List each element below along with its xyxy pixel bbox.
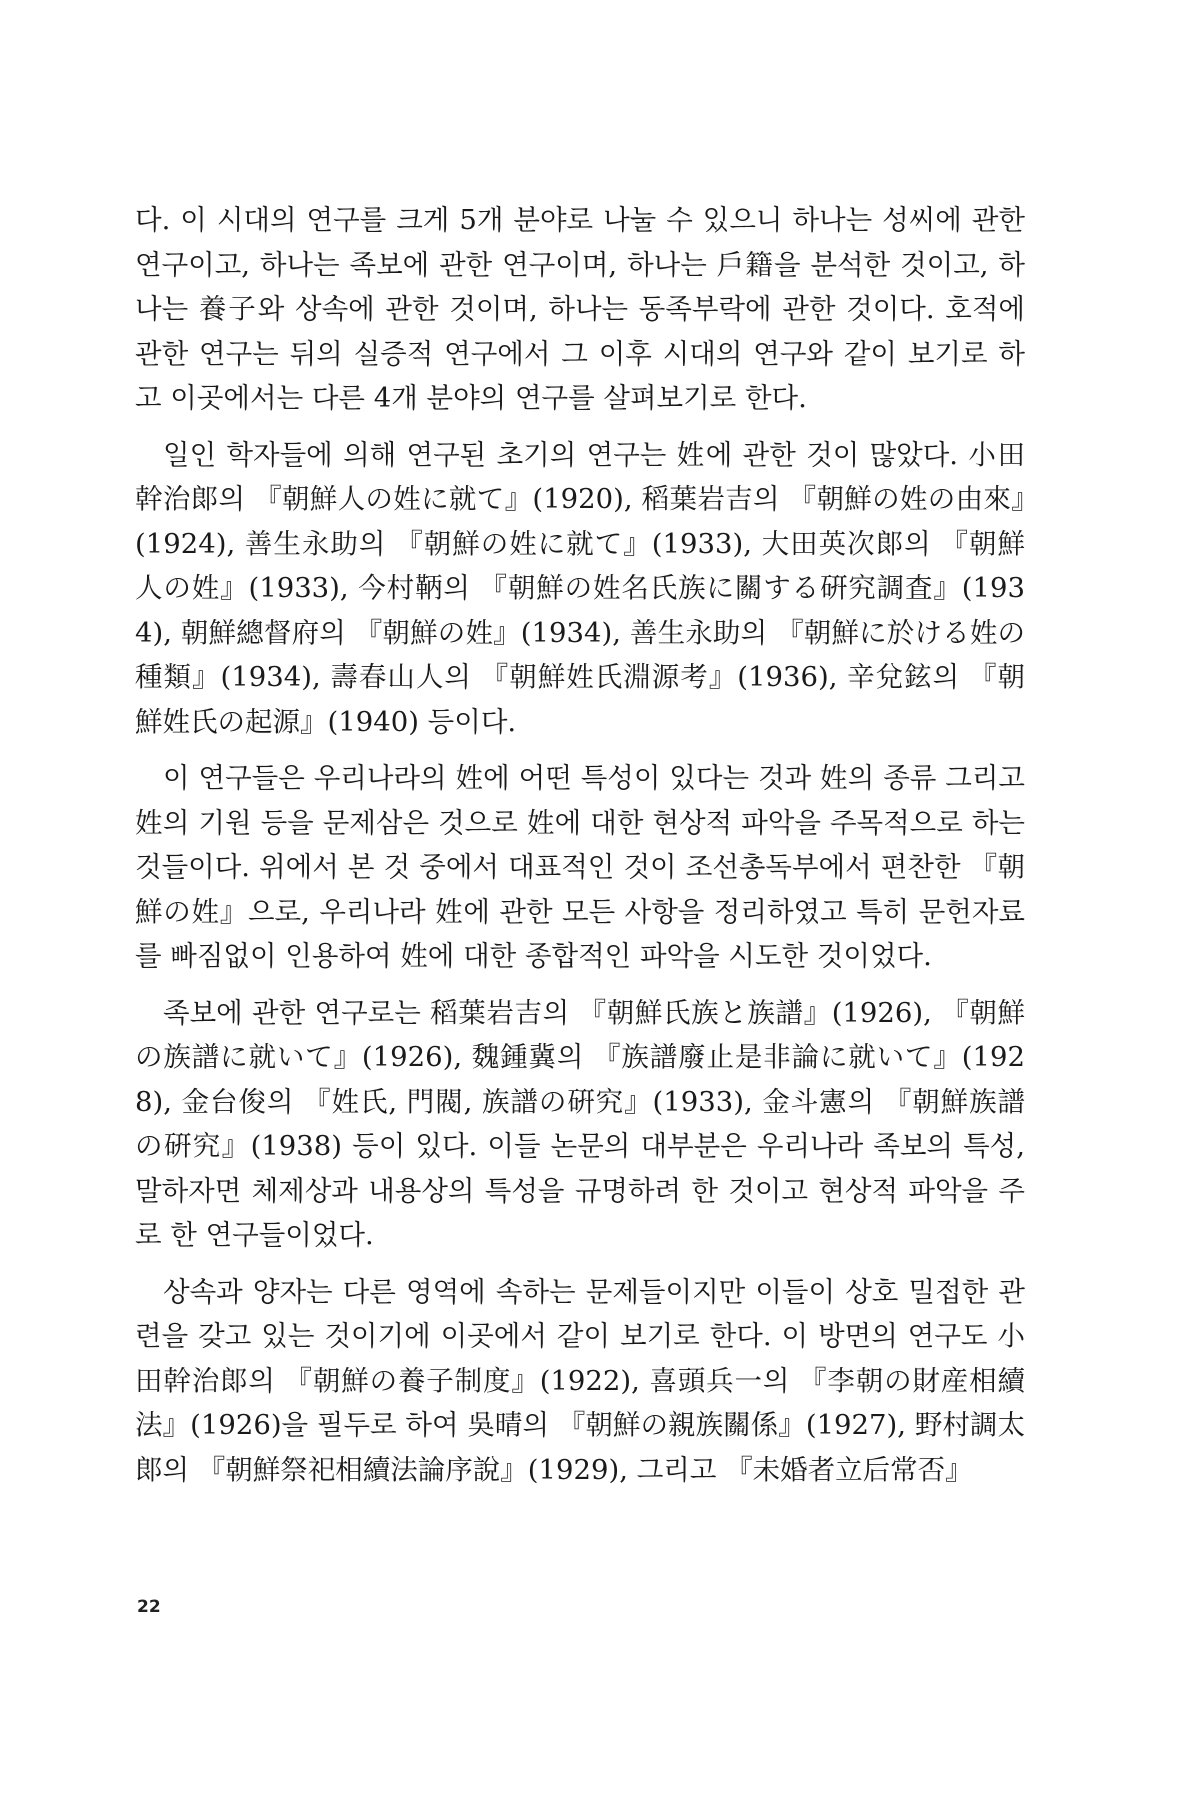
paragraph-4: 족보에 관한 연구로는 稻葉岩吉의 『朝鮮氏族と族譜』(1926), 『朝鮮の族譜に就いて』(1926), 魏鍾冀의 『族譜廢止是非論に就いて』(1928), 金台俊의 『姓氏, 門閥, 族譜の硏究』(1933), 金斗憲의 『朝鮮族譜の硏究』(1938) 등이 있다. 이들 논문의 대부분은 우리나라 족보의 특성, 말하자면 체제상과 내용상의 특성을 규명하려 한 것이고 현상적 파악을 주로 한 연구들이었다.: [135, 996, 1025, 1251]
paragraph-1: 다. 이 시대의 연구를 크게 5개 분야로 나눌 수 있으니 하나는 성씨에 관한 연구이고, 하나는 족보에 관한 연구이며, 하나는 戶籍을 분석한 것이고, 하나는 養子와 상속에 관한 것이며, 하나는 동족부락에 관한 것이다. 호적에 관한 연구는 뒤의 실증적 연구에서 그 이후 시대의 연구와 같이 보기로 하고 이곳에서는 다른 4개 분야의 연구를 살펴보기로 한다.: [135, 204, 1025, 414]
body-text: [135, 198, 1025, 1504]
paragraph-2: 일인 학자들에 의해 연구된 초기의 연구는 姓에 관한 것이 많았다. 小田幹治郞의 『朝鮮人の姓に就て』(1920), 稻葉岩吉의 『朝鮮の姓の由來』(1924), 善生永助의 『朝鮮の姓に就て』(1933), 大田英次郞의 『朝鮮人の姓』(1933), 今村鞆의 『朝鮮の姓名氏族に關する硏究調査』(1934), 朝鮮總督府의 『朝鮮の姓』(1934), 善生永助의 『朝鮮に於ける姓の種類』(1934), 壽春山人의 『朝鮮姓氏淵源考』(1936), 辛兌鉉의 『朝鮮姓氏の起源』(1940) 등이다.: [135, 438, 1025, 738]
paragraph-5: 상속과 양자는 다른 영역에 속하는 문제들이지만 이들이 상호 밀접한 관련을 갖고 있는 것이기에 이곳에서 같이 보기로 한다. 이 방면의 연구도 小田幹治郞의 『朝鮮の養子制度』(1922), 喜頭兵一의 『李朝の財産相續法』(1926)을 필두로 하여 吳晴의 『朝鮮の親族關係』(1927), 野村調太郞의 『朝鮮祭祀相續法論序說』(1929), 그리고 『未婚者立后常否』: [135, 1275, 1025, 1486]
page-number: 22: [137, 1597, 161, 1617]
paragraph-3: 이 연구들은 우리나라의 姓에 어떤 특성이 있다는 것과 姓의 종류 그리고 姓의 기원 등을 문제삼은 것으로 姓에 대한 현상적 파악을 주목적으로 하는 것들이다. 위에서 본 것 중에서 대표적인 것이 조선총독부에서 편찬한 『朝鮮の姓』으로, 우리나라 姓에 관한 모든 사항을 정리하였고 특히 문헌자료를 빠짐없이 인용하여 姓에 대한 종합적인 파악을 시도한 것이었다.: [135, 762, 1025, 972]
